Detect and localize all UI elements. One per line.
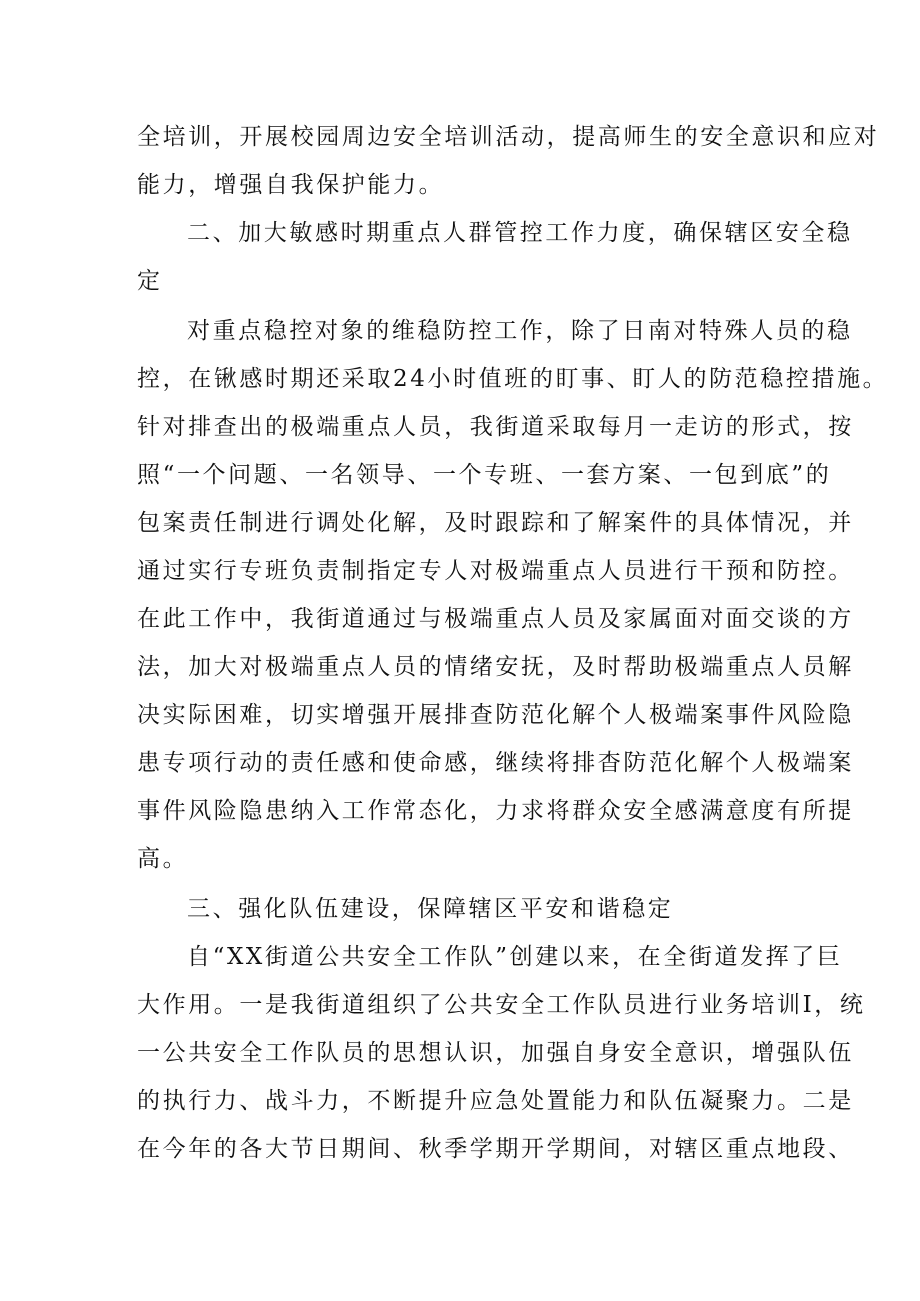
body-text-line: 一公共安全工作队员的思想认识，加强自身安全意识，增强队伍 bbox=[137, 1040, 854, 1066]
section-heading: 三、强化队伍建设，保障辖区平安和谐稳定 bbox=[187, 896, 674, 922]
body-text-line: 通过实行专班负责制指定专人对极端重点人员进行干预和防控。 bbox=[137, 558, 854, 584]
body-text-line: 能力，增强自我保护能力。 bbox=[137, 172, 445, 198]
body-text-line: 控，在锹感时期还采取24小时值班的盯事、盯人的防范稳控措施。 bbox=[137, 366, 889, 392]
section-heading-continuation: 定 bbox=[137, 268, 163, 294]
section-heading: 二、加大敏感时期重点人群管控工作力度，确保辖区安全稳 bbox=[187, 220, 853, 246]
body-text-line: 法，加大对极端重点人员的情绪安抚，及时帮助极端重点人员解 bbox=[137, 654, 854, 680]
body-text-line: 针对排查出的极端重点人员，我街道采取每月一走访的形式，按 bbox=[137, 414, 854, 440]
body-text-line: 在此工作中，我街道通过与极端重点人员及家属面对面交谈的方 bbox=[137, 606, 854, 632]
body-text-line: 照“一个问题、一名领导、一个专班、一套方案、一包到底”的 bbox=[137, 462, 832, 488]
body-text-line: 高。 bbox=[137, 846, 189, 872]
body-text-line: 包案责任制进行调处化解，及时跟踪和了解案件的具体情况，并 bbox=[137, 510, 854, 536]
body-text-line: 自“XX街道公共安全工作队”创建以来，在全街道发挥了巨 bbox=[187, 944, 843, 970]
body-text-line: 大作用。一是我街道组织了公共安全工作队员进行业务培训I，统 bbox=[137, 992, 866, 1018]
body-text-line: 对重点稳控对象的维稳防控工作，除了日南对特殊人员的稳 bbox=[187, 318, 853, 344]
body-text-line: 事件风险隐患纳入工作常态化，力求将群众安全感满意度有所提 bbox=[137, 798, 854, 824]
body-text-line: 的执行力、战斗力，不断提升应急处置能力和队伍凝聚力。二是 bbox=[137, 1088, 854, 1114]
body-text-line: 决实际困难，切实增强开展排查防范化解个人极端案事件风险隐 bbox=[137, 702, 854, 728]
body-text-line: 在今年的各大节日期间、秋季学期开学期间，对辖区重点地段、 bbox=[137, 1136, 854, 1162]
body-text-line: 全培训，开展校园周边安全培训活动，提高师生的安全意识和应对 bbox=[137, 124, 880, 150]
body-text-line: 患专项行动的责任感和使命感，继续将排杳防范化解个人极端案 bbox=[137, 750, 854, 776]
